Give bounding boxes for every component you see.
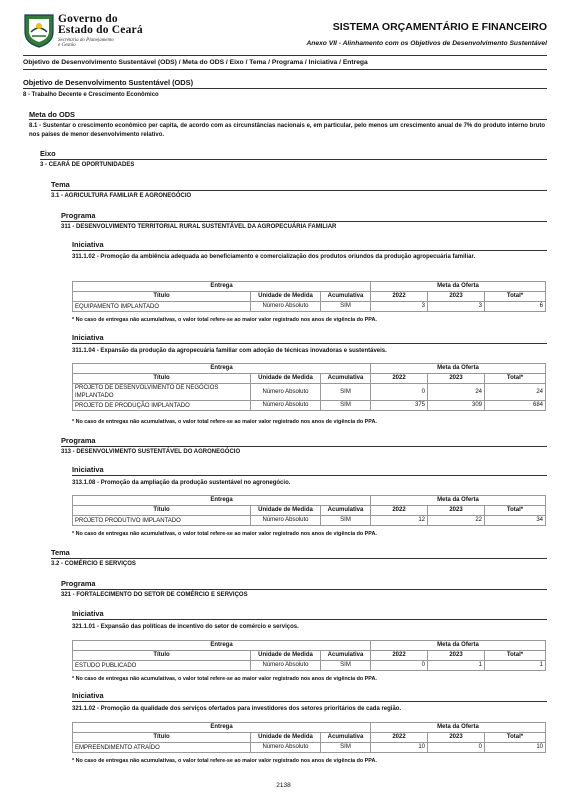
meta-label: Meta do ODS	[29, 110, 75, 119]
year-2023-header: 2023	[428, 374, 485, 384]
header-divider	[23, 55, 547, 56]
entrega-header: Entrega	[73, 641, 371, 651]
entrega-table	[72, 722, 546, 753]
tema-divider	[51, 190, 547, 191]
table-note: * No caso de entregas não acumulativas, o valor total refere-se ao maior valor registrado nos anos de vigência do PPA.	[72, 419, 377, 425]
total-header: Total*	[485, 506, 546, 516]
table-row: ESTUDO PUBLICADO Número Absoluto SIM 0 1 1	[73, 661, 546, 671]
system-title: SISTEMA ORÇAMENTÁRIO E FINANCEIRO	[332, 21, 547, 33]
acumulativa-header: Acumulativa	[321, 733, 371, 743]
acumulativa-header: Acumulativa	[321, 374, 371, 384]
unidade-header: Unidade de Medida	[251, 651, 321, 661]
iniciativa-text: 311.1.04 - Expansão da produção da agropecuária familiar com adoção de técnicas inovadoras e sustentáveis.	[72, 348, 387, 354]
table-row: PROJETO DE PRODUÇÃO IMPLANTADO Número Absoluto SIM 375 309 684	[73, 401, 546, 411]
entrega-header: Entrega	[73, 723, 371, 733]
table-row: PROJETO DE DESENVOLVIMENTO DE NEGÓCIOS IMPLANTADO Número Absoluto SIM 0 24 24	[73, 384, 546, 401]
tema-label: Tema	[51, 180, 70, 189]
tema-value: 3.2 - COMÉRCIO E SERVIÇOS	[51, 561, 136, 567]
table-note: * No caso de entregas não acumulativas, o valor total refere-se ao maior valor registrado nos anos de vigência do PPA.	[72, 531, 377, 537]
page-number: 2138	[276, 782, 291, 789]
iniciativa-label: Iniciativa	[72, 333, 104, 342]
unidade-header: Unidade de Medida	[251, 292, 321, 302]
tema-divider	[51, 558, 547, 559]
acumulativa-header: Acumulativa	[321, 292, 371, 302]
ods-divider	[23, 88, 547, 89]
unidade-header: Unidade de Medida	[251, 733, 321, 743]
programa-value: 313 - DESENVOLVIMENTO SUSTENTÁVEL DO AGRONEGÓCIO	[61, 449, 241, 455]
iniciativa-divider	[72, 250, 547, 251]
iniciativa-text: 321.1.01 - Expansão das políticas de incentivo do setor de comércio e serviços.	[72, 624, 299, 630]
programa-value: 311 - DESENVOLVIMENTO TERRITORIAL RURAL SUSTENTÁVEL DA AGROPECUÁRIA FAMILIAR	[61, 224, 337, 230]
meta-oferta-header: Meta da Oferta	[371, 641, 546, 651]
government-logo	[23, 12, 173, 52]
titulo-header: Título	[73, 374, 251, 384]
programa-divider	[61, 221, 547, 222]
titulo-header: Título	[73, 292, 251, 302]
year-2022-header: 2022	[371, 506, 428, 516]
programa-divider	[61, 446, 547, 447]
eixo-value: 3 - CEARÁ DE OPORTUNIDADES	[40, 162, 135, 168]
iniciativa-label: Iniciativa	[72, 609, 104, 618]
iniciativa-divider	[72, 619, 547, 620]
unidade-header: Unidade de Medida	[251, 506, 321, 516]
iniciativa-label: Iniciativa	[72, 240, 104, 249]
programa-value: 321 - FORTALECIMENTO DO SETOR DE COMÉRCIO E SERVIÇOS	[61, 592, 248, 598]
titulo-header: Título	[73, 733, 251, 743]
table-row: EQUIPAMENTO IMPLANTADO Número Absoluto SIM 3 3 6	[73, 302, 546, 312]
eixo-divider	[40, 159, 547, 160]
entrega-table	[72, 363, 546, 411]
breadcrumb-divider	[23, 69, 547, 70]
year-2023-header: 2023	[428, 733, 485, 743]
table-row: EMPREENDIMENTO ATRAÍDO Número Absoluto SIM 10 0 10	[73, 743, 546, 753]
secretaria-line-2: e Gestão	[58, 43, 76, 48]
meta-oferta-header: Meta da Oferta	[371, 496, 546, 506]
total-header: Total*	[485, 651, 546, 661]
iniciativa-divider	[72, 343, 547, 344]
entrega-header: Entrega	[73, 364, 371, 374]
iniciativa-text: 321.1.02 - Promoção da qualidade dos serviços ofertados para investidores dos setores prioritários de cada região.	[72, 706, 402, 712]
programa-divider	[61, 589, 547, 590]
eixo-label: Eixo	[40, 149, 56, 158]
iniciativa-divider	[72, 475, 547, 476]
acumulativa-header: Acumulativa	[321, 506, 371, 516]
entrega-table	[72, 495, 546, 526]
iniciativa-divider	[72, 701, 547, 702]
document-header	[23, 12, 547, 52]
meta-divider	[29, 119, 547, 120]
ods-value: 8 - Trabalho Decente e Crescimento Econômico	[23, 92, 159, 98]
total-header: Total*	[485, 292, 546, 302]
entrega-header: Entrega	[73, 282, 371, 292]
year-2023-header: 2023	[428, 506, 485, 516]
annex-title: Anexo VII - Alinhamento com os Objetivos de Desenvolvimento Sustentável	[306, 40, 547, 47]
meta-value: 8.1 - Sustentar o crescimento econômico per capita, de acordo com as circunstâncias nacionais e, em particular, pelo menos um crescimento anual de 7% do produto interno bruto nos países de menor desenvolvimento relativo.	[29, 123, 545, 139]
year-2022-header: 2022	[371, 292, 428, 302]
iniciativa-text: 311.1.02 - Promoção da ambiência adequada ao beneficiamento e comercialização dos produtos oriundos da produção agropecuária familiar.	[72, 254, 476, 260]
titulo-header: Título	[73, 506, 251, 516]
unidade-header: Unidade de Medida	[251, 374, 321, 384]
table-note: * No caso de entregas não acumulativas, o valor total refere-se ao maior valor registrado nos anos de vigência do PPA.	[72, 317, 377, 323]
table-note: * No caso de entregas não acumulativas, o valor total refere-se ao maior valor registrado nos anos de vigência do PPA.	[72, 676, 377, 682]
entrega-header: Entrega	[73, 496, 371, 506]
year-2022-header: 2022	[371, 374, 428, 384]
iniciativa-text: 313.1.08 - Promoção da ampliação da produção sustentável no agronegócio.	[72, 480, 291, 486]
gov-line-1: Governo do	[58, 13, 118, 25]
meta-oferta-header: Meta da Oferta	[371, 364, 546, 374]
programa-label: Programa	[61, 211, 96, 220]
table-row: PROJETO PRODUTIVO IMPLANTADO Número Absoluto SIM 12 22 34	[73, 516, 546, 526]
acumulativa-header: Acumulativa	[321, 651, 371, 661]
year-2022-header: 2022	[371, 651, 428, 661]
state-seal-icon	[23, 12, 55, 48]
total-header: Total*	[485, 733, 546, 743]
year-2023-header: 2023	[428, 651, 485, 661]
titulo-header: Título	[73, 651, 251, 661]
year-2023-header: 2023	[428, 292, 485, 302]
ods-label: Objetivo de Desenvolvimento Sustentável (ODS)	[23, 78, 194, 87]
meta-oferta-header: Meta da Oferta	[371, 723, 546, 733]
programa-label: Programa	[61, 436, 96, 445]
programa-label: Programa	[61, 579, 96, 588]
secretaria-line-1: Secretaria do Planejamento	[58, 38, 114, 43]
breadcrumb: Objetivo de Desenvolvimento Sustentável (ODS) / Meta do ODS / Eixo / Tema / Programa / Iniciativa / Entrega	[23, 59, 368, 66]
entrega-table	[72, 640, 546, 671]
gov-line-2: Estado do Ceará	[58, 24, 143, 36]
entrega-table	[72, 281, 546, 312]
year-2022-header: 2022	[371, 733, 428, 743]
total-header: Total*	[485, 374, 546, 384]
tema-value: 3.1 - AGRICULTURA FAMILIAR E AGRONEGÓCIO	[51, 193, 192, 199]
iniciativa-label: Iniciativa	[72, 465, 104, 474]
meta-oferta-header: Meta da Oferta	[371, 282, 546, 292]
iniciativa-label: Iniciativa	[72, 691, 104, 700]
table-note: * No caso de entregas não acumulativas, o valor total refere-se ao maior valor registrado nos anos de vigência do PPA.	[72, 758, 377, 764]
tema-label: Tema	[51, 548, 70, 557]
